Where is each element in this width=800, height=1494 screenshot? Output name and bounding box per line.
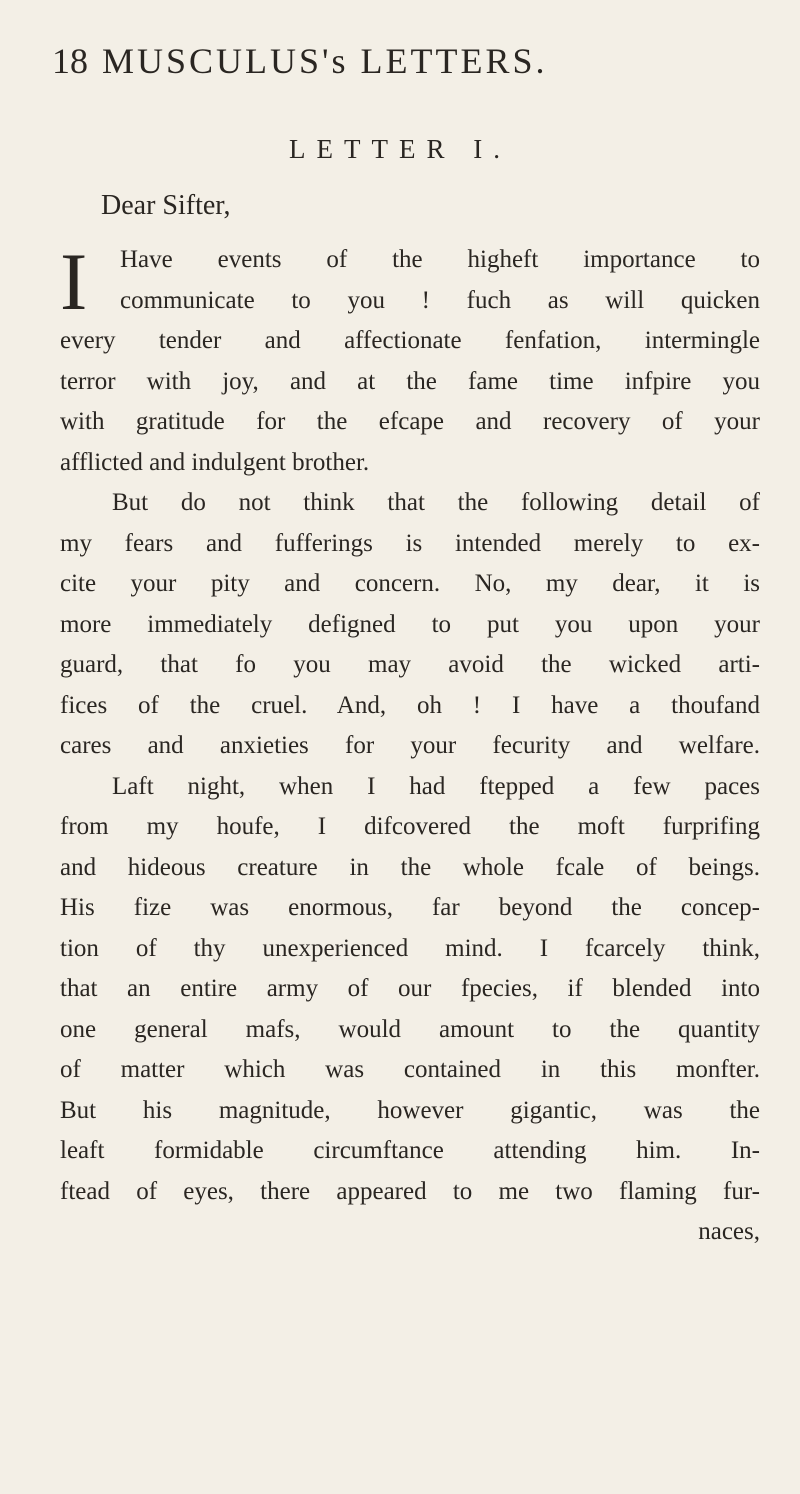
running-head xyxy=(52,40,752,82)
page-number: 18 xyxy=(52,41,88,81)
text-line: leaft formidable circumftance attending him. In- xyxy=(60,1137,760,1164)
running-title: MUSCULUS's LETTERS. xyxy=(102,41,548,81)
text-line: cares and anxieties for your fecurity and welfare. xyxy=(60,732,760,759)
text-line: Laft night, when I had ftepped a few paces xyxy=(112,772,760,800)
text-line: His fize was enormous, far beyond the concep- xyxy=(60,894,760,921)
text-line: terror with joy, and at the fame time infpire you xyxy=(60,367,760,395)
text-line: cite your pity and concern. No, my dear, it is xyxy=(60,570,760,597)
text-line: every tender and affectionate fenfation, intermingle xyxy=(60,327,760,354)
text-line: one general mafs, would amount to the quantity xyxy=(60,1015,760,1043)
text-line: my fears and fufferings is intended merely to ex- xyxy=(60,529,760,557)
text-line: fices of the cruel. And, oh ! I have a thoufand xyxy=(60,691,760,719)
text-line: with gratitude for the efcape and recovery of your xyxy=(60,408,760,435)
text-line: Have events of the higheft importance to xyxy=(120,246,760,273)
text-line: of matter which was contained in this monfter. xyxy=(60,1056,760,1083)
opening-paragraph xyxy=(60,236,760,327)
text-line: tion of thy unexperienced mind. I fcarcely think, xyxy=(60,934,760,962)
text-line: and hideous creature in the whole fcale of beings. xyxy=(60,853,760,881)
salutation: Dear Sifter, xyxy=(101,190,231,221)
text-line: communicate to you ! fuch as will quicken xyxy=(120,286,760,314)
letter-heading: LETTER I. xyxy=(289,134,511,164)
text-line: afflicted and indulgent brother. xyxy=(60,448,370,476)
text-line: from my houfe, I difcovered the moft furprifing xyxy=(60,813,760,840)
text-line: that an entire army of our fpecies, if blended into xyxy=(60,975,760,1002)
text-line: But his magnitude, however gigantic, was the xyxy=(60,1096,760,1124)
text-line: But do not think that the following detail of xyxy=(112,489,760,516)
text-line: guard, that fo you may avoid the wicked arti- xyxy=(60,651,760,678)
drop-cap: I xyxy=(60,236,88,327)
letter-body xyxy=(60,236,760,1253)
text-line: more immediately defigned to put you upon your xyxy=(60,610,760,638)
text-line: ftead of eyes, there appeared to me two flaming fur- xyxy=(60,1177,760,1205)
catchword: naces, xyxy=(698,1218,760,1245)
